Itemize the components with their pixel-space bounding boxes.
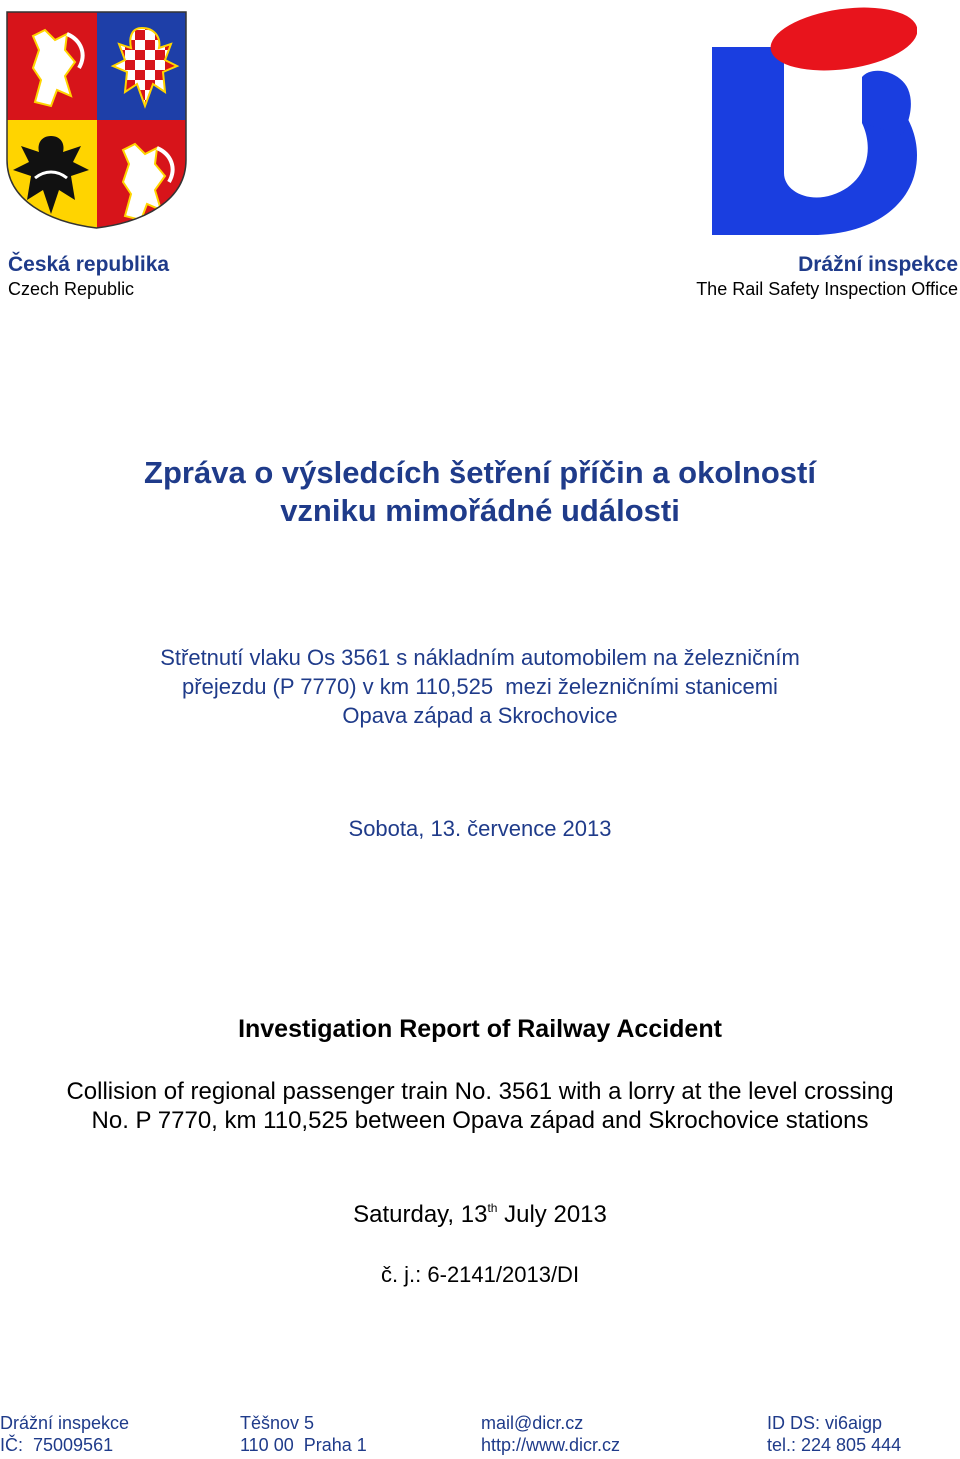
reference-number: č. j.: 6-2141/2013/DI	[380, 1262, 580, 1287]
description-en-line: Collision of regional passenger train No. 3561 with a lorry at the level crossing	[66, 1078, 894, 1105]
rail-safety-inspection-logo-icon	[712, 5, 917, 235]
footer-street: Těšnov 5	[240, 1413, 315, 1433]
footer-address-column	[240, 1412, 367, 1456]
footer-data-box-id: ID DS: vi6aigp	[767, 1413, 883, 1433]
report-title-cz-line: Zpráva o výsledcích šetření příčin a okolností	[144, 455, 816, 490]
footer-email-link[interactable]: mail@dicr.cz	[481, 1413, 584, 1433]
date-en-prefix: Saturday, 13	[353, 1201, 488, 1228]
czech-coat-of-arms-icon	[5, 10, 188, 230]
description-en-line: No. P 7770, km 110,525 between Opava západ and Skrochovice stations	[91, 1107, 869, 1134]
footer-company-id: IČ: 75009561	[0, 1435, 114, 1455]
date-en-ordinal: th	[487, 1201, 498, 1215]
footer-contact-column	[481, 1412, 620, 1456]
accident-date-en	[0, 1192, 960, 1231]
organization-name-cz: Drážní inspekce	[798, 253, 958, 276]
organization-header	[696, 252, 958, 300]
footer-city: 110 00 Praha 1	[240, 1435, 367, 1455]
footer-databox-column	[767, 1412, 901, 1456]
description-cz-line: Opava západ a Skrochovice	[342, 703, 618, 728]
country-name-en: Czech Republic	[8, 279, 135, 299]
accident-date-cz: Sobota, 13. července 2013	[348, 816, 612, 841]
description-cz-line: Střetnutí vlaku Os 3561 s nákladním automobilem na železničním	[160, 645, 800, 670]
description-cz-line: přejezdu (P 7770) v km 110,525 mezi železničními stanicemi	[182, 674, 778, 699]
report-title-cz	[0, 454, 960, 530]
footer-website-link[interactable]: http://www.dicr.cz	[481, 1435, 621, 1455]
accident-description-en	[0, 1077, 960, 1135]
report-title-cz-line: vzniku mimořádné události	[280, 493, 680, 528]
report-title-en: Investigation Report of Railway Accident	[238, 1015, 722, 1043]
country-header	[8, 252, 169, 300]
footer-org-column	[0, 1412, 129, 1456]
footer-phone: tel.: 224 805 444	[767, 1435, 902, 1455]
organization-name-en: The Rail Safety Inspection Office	[696, 279, 958, 299]
footer-org-name: Drážní inspekce	[0, 1413, 130, 1433]
date-en-suffix: July 2013	[497, 1201, 607, 1228]
country-name-cz: Česká republika	[8, 253, 170, 276]
accident-description-cz	[0, 643, 960, 730]
